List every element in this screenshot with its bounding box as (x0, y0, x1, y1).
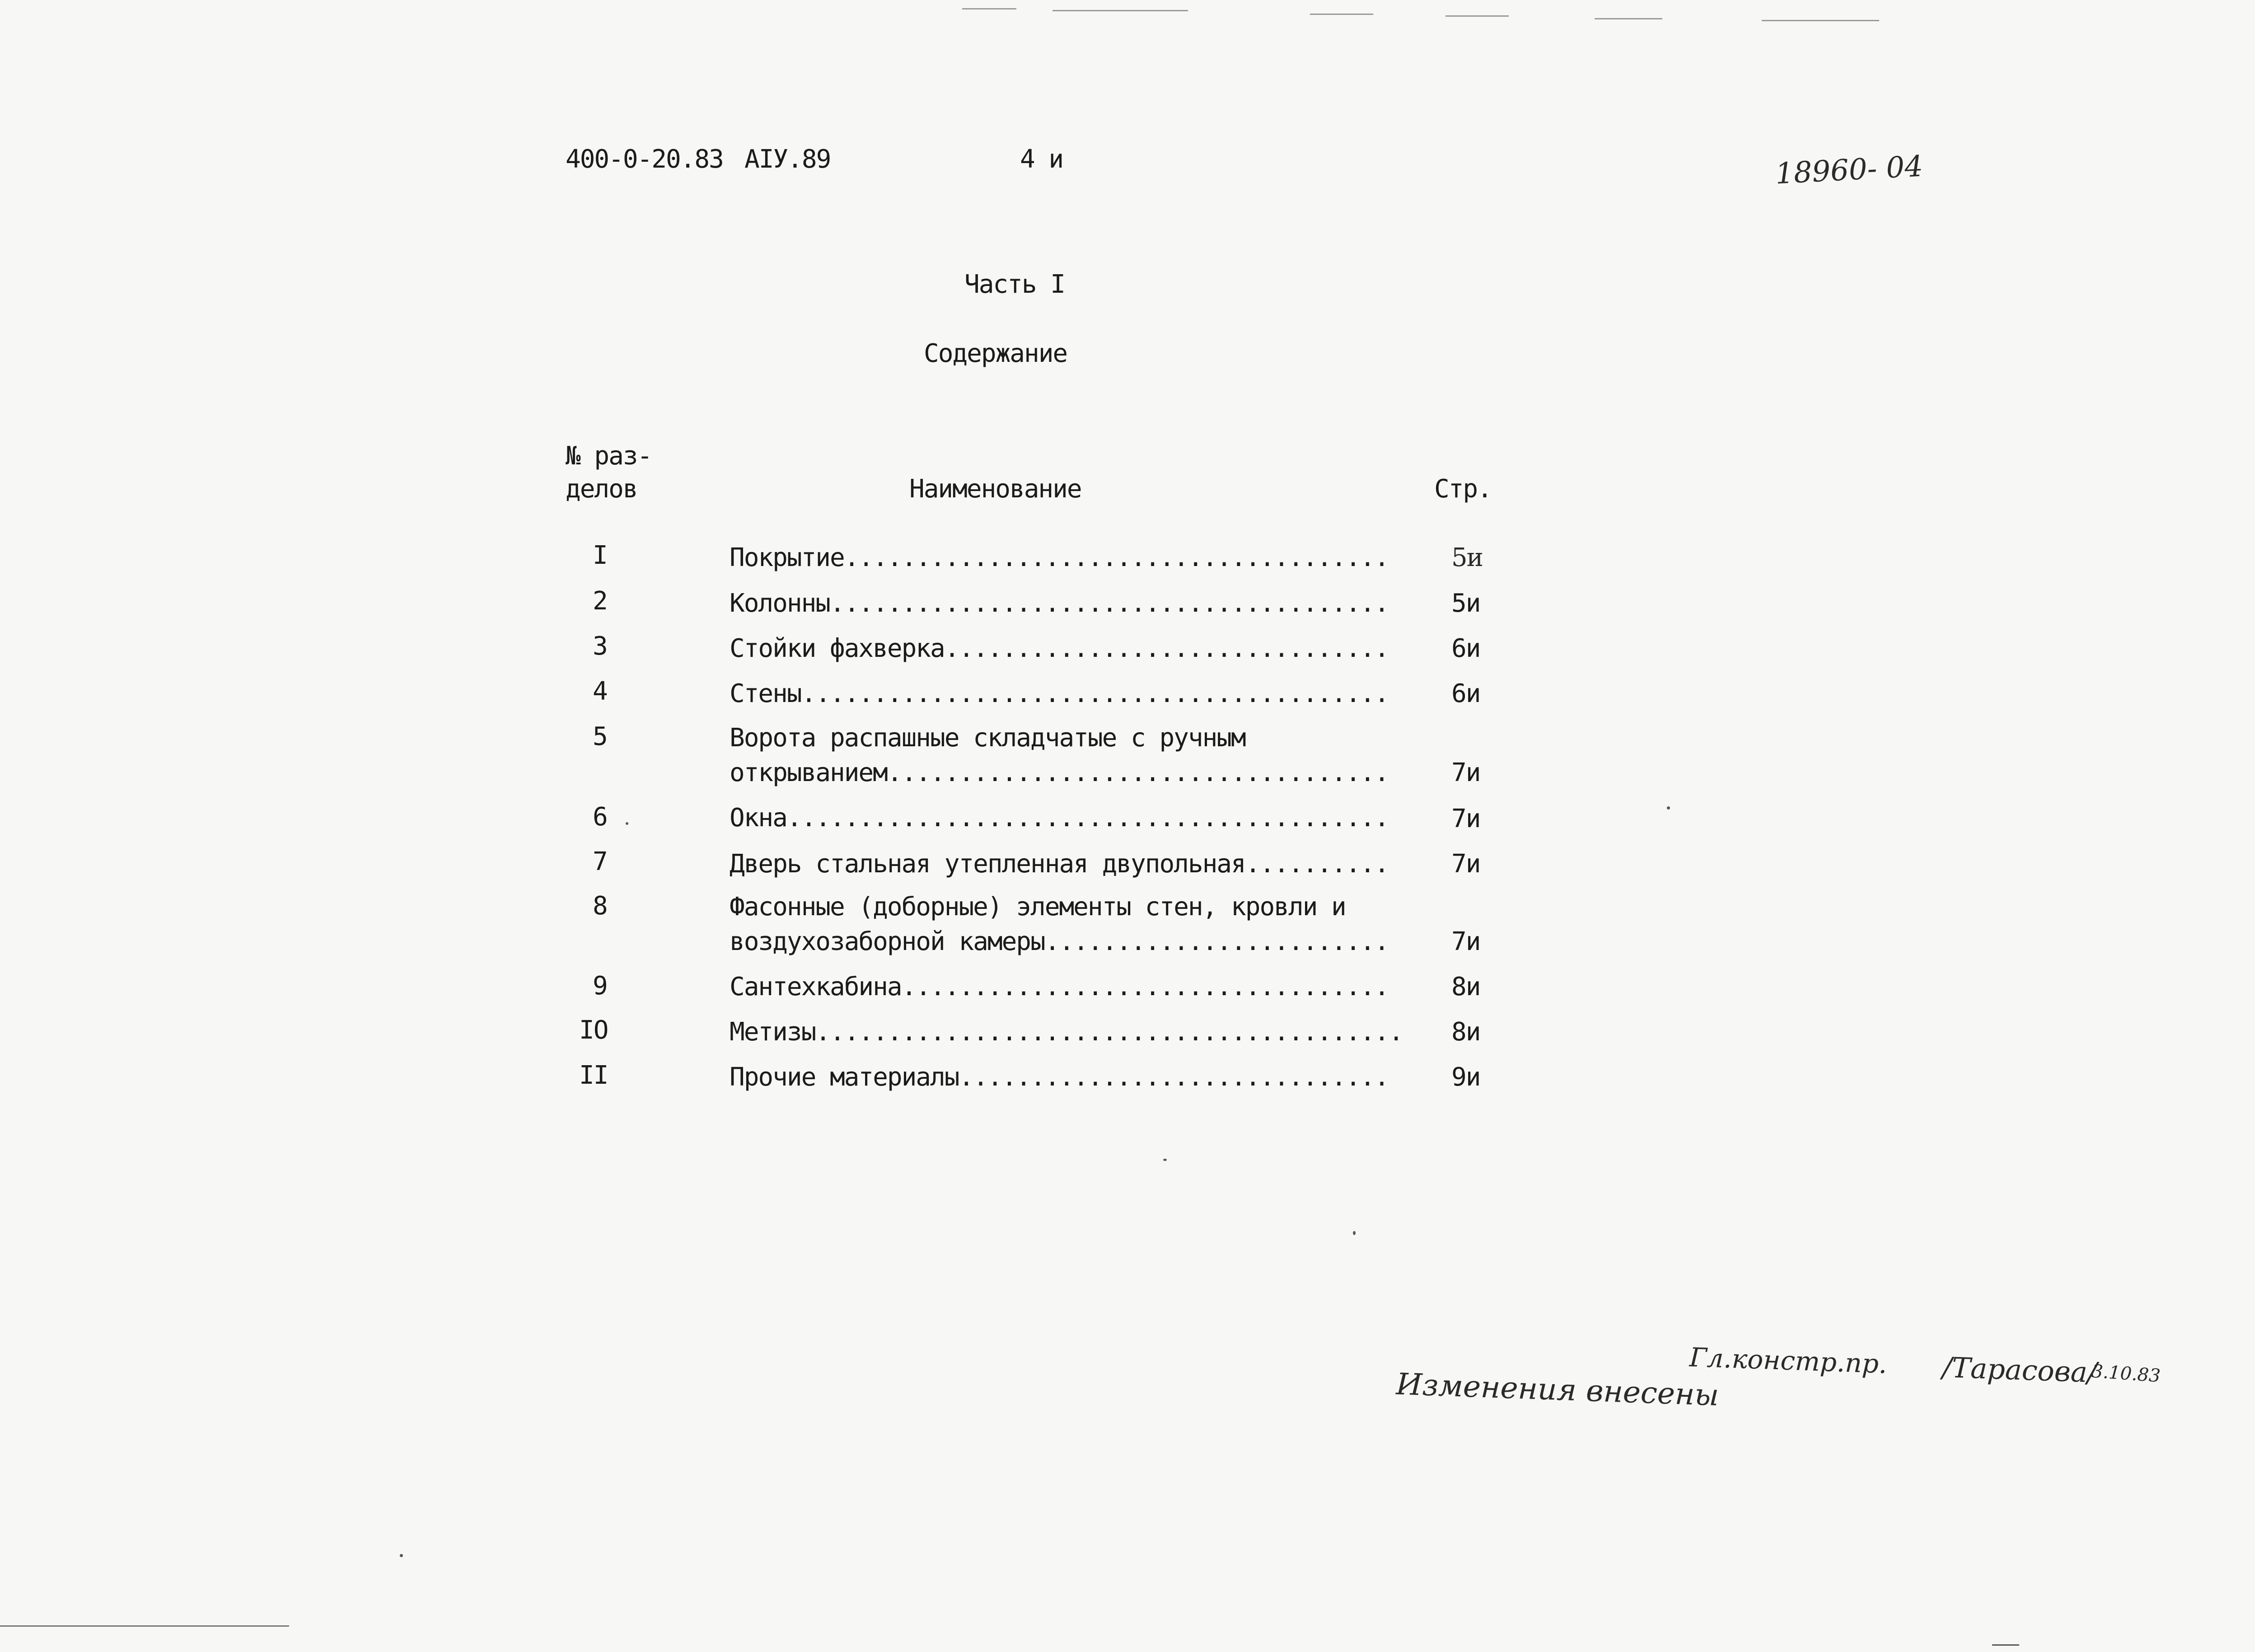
row-5-name-line1: Ворота распашные складчатые с ручным (730, 723, 1245, 753)
row-11-name: Прочие материалы.............................. (730, 1062, 1389, 1092)
speck-2 (1353, 1231, 1356, 1235)
signature-date: 3.10.83 (2091, 1361, 2161, 1387)
row-8-name-line1: Фасонные (доборные) элементы стен, кровли и (730, 892, 1346, 922)
row-5-page: 7и (1451, 758, 1480, 787)
row-5-num: 5 (593, 722, 607, 751)
row-9-num: 9 (593, 971, 607, 1001)
col-num-header-line2: делов (566, 474, 637, 504)
scan-line-top-5 (1595, 18, 1662, 19)
doc-code: 400-0-20.83 (566, 145, 723, 174)
speck-1 (1163, 1159, 1167, 1161)
row-8-name-line2: воздухозаборной камеры........................ (730, 927, 1389, 956)
row-6-page: 7и (1451, 804, 1480, 833)
row-7-num: 7 (593, 847, 607, 876)
row-3-name: Стойки фахверка............................... (730, 634, 1389, 663)
row-8-page: 7и (1451, 927, 1480, 956)
scan-line-top-6 (1762, 20, 1879, 21)
col-num-header-line1: № раз- (566, 441, 652, 471)
row-7-page: 7и (1451, 849, 1480, 879)
scan-line-bottom-left (0, 1625, 289, 1627)
row-6-name: Окна.......................................... (730, 803, 1389, 833)
row-4-page: 6и (1451, 679, 1480, 708)
speck-4 (400, 1554, 403, 1557)
page-number: 4 и (1020, 145, 1063, 174)
row-6-num: 6 (593, 802, 607, 832)
row-9-name: Сантехкабина.................................. (730, 972, 1389, 1001)
scan-line-top-2 (1053, 10, 1188, 11)
row-2-page: 5и (1451, 589, 1480, 618)
contents-title: Содержание (924, 339, 1067, 368)
scan-line-top-4 (1446, 15, 1509, 17)
change-note-text: Изменения внесены (1395, 1367, 1720, 1413)
row-11-num: II (579, 1061, 608, 1090)
row-10-num: IO (579, 1016, 608, 1045)
col-name-header: Наименование (909, 474, 1081, 504)
row-9-page: 8и (1451, 972, 1480, 1001)
row-4-name: Стены......................................... (730, 679, 1389, 708)
row-7-name: Дверь стальная утепленная двупольная.......... (730, 849, 1389, 879)
row-3-page: 6и (1451, 634, 1480, 663)
scan-line-top-3 (1310, 14, 1373, 15)
speck-3 (1667, 806, 1670, 810)
row-5-name-line2: открыванием................................... (730, 758, 1389, 787)
signature-name: /Тарасова/ (1942, 1351, 2098, 1389)
speck-5 (626, 822, 628, 825)
row-3-num: 3 (593, 632, 607, 661)
scan-line-bottom-right (1992, 1644, 2019, 1646)
row-1-page: 5и (1451, 543, 1483, 572)
doc-series: АIУ.89 (744, 145, 831, 174)
archive-number: 18960- 04 (1774, 150, 1924, 191)
row-10-name: Метизы......................................... (730, 1017, 1403, 1047)
part-title: Часть I (964, 270, 1065, 299)
row-2-name: Колонны....................................... (730, 589, 1389, 618)
scan-line-top-1 (962, 8, 1016, 9)
row-4-num: 4 (593, 677, 607, 706)
row-11-page: 9и (1451, 1062, 1480, 1092)
change-note (1377, 1331, 1721, 1413)
row-10-page: 8и (1451, 1017, 1480, 1047)
change-note-position: Гл.констр.пр. (1689, 1342, 1888, 1380)
row-8-num: 8 (593, 891, 607, 921)
row-2-num: 2 (593, 586, 607, 616)
row-1-name: Покрытие...................................... (730, 543, 1389, 572)
col-page-header: Стр. (1434, 474, 1492, 504)
row-1-num: I (593, 541, 607, 570)
